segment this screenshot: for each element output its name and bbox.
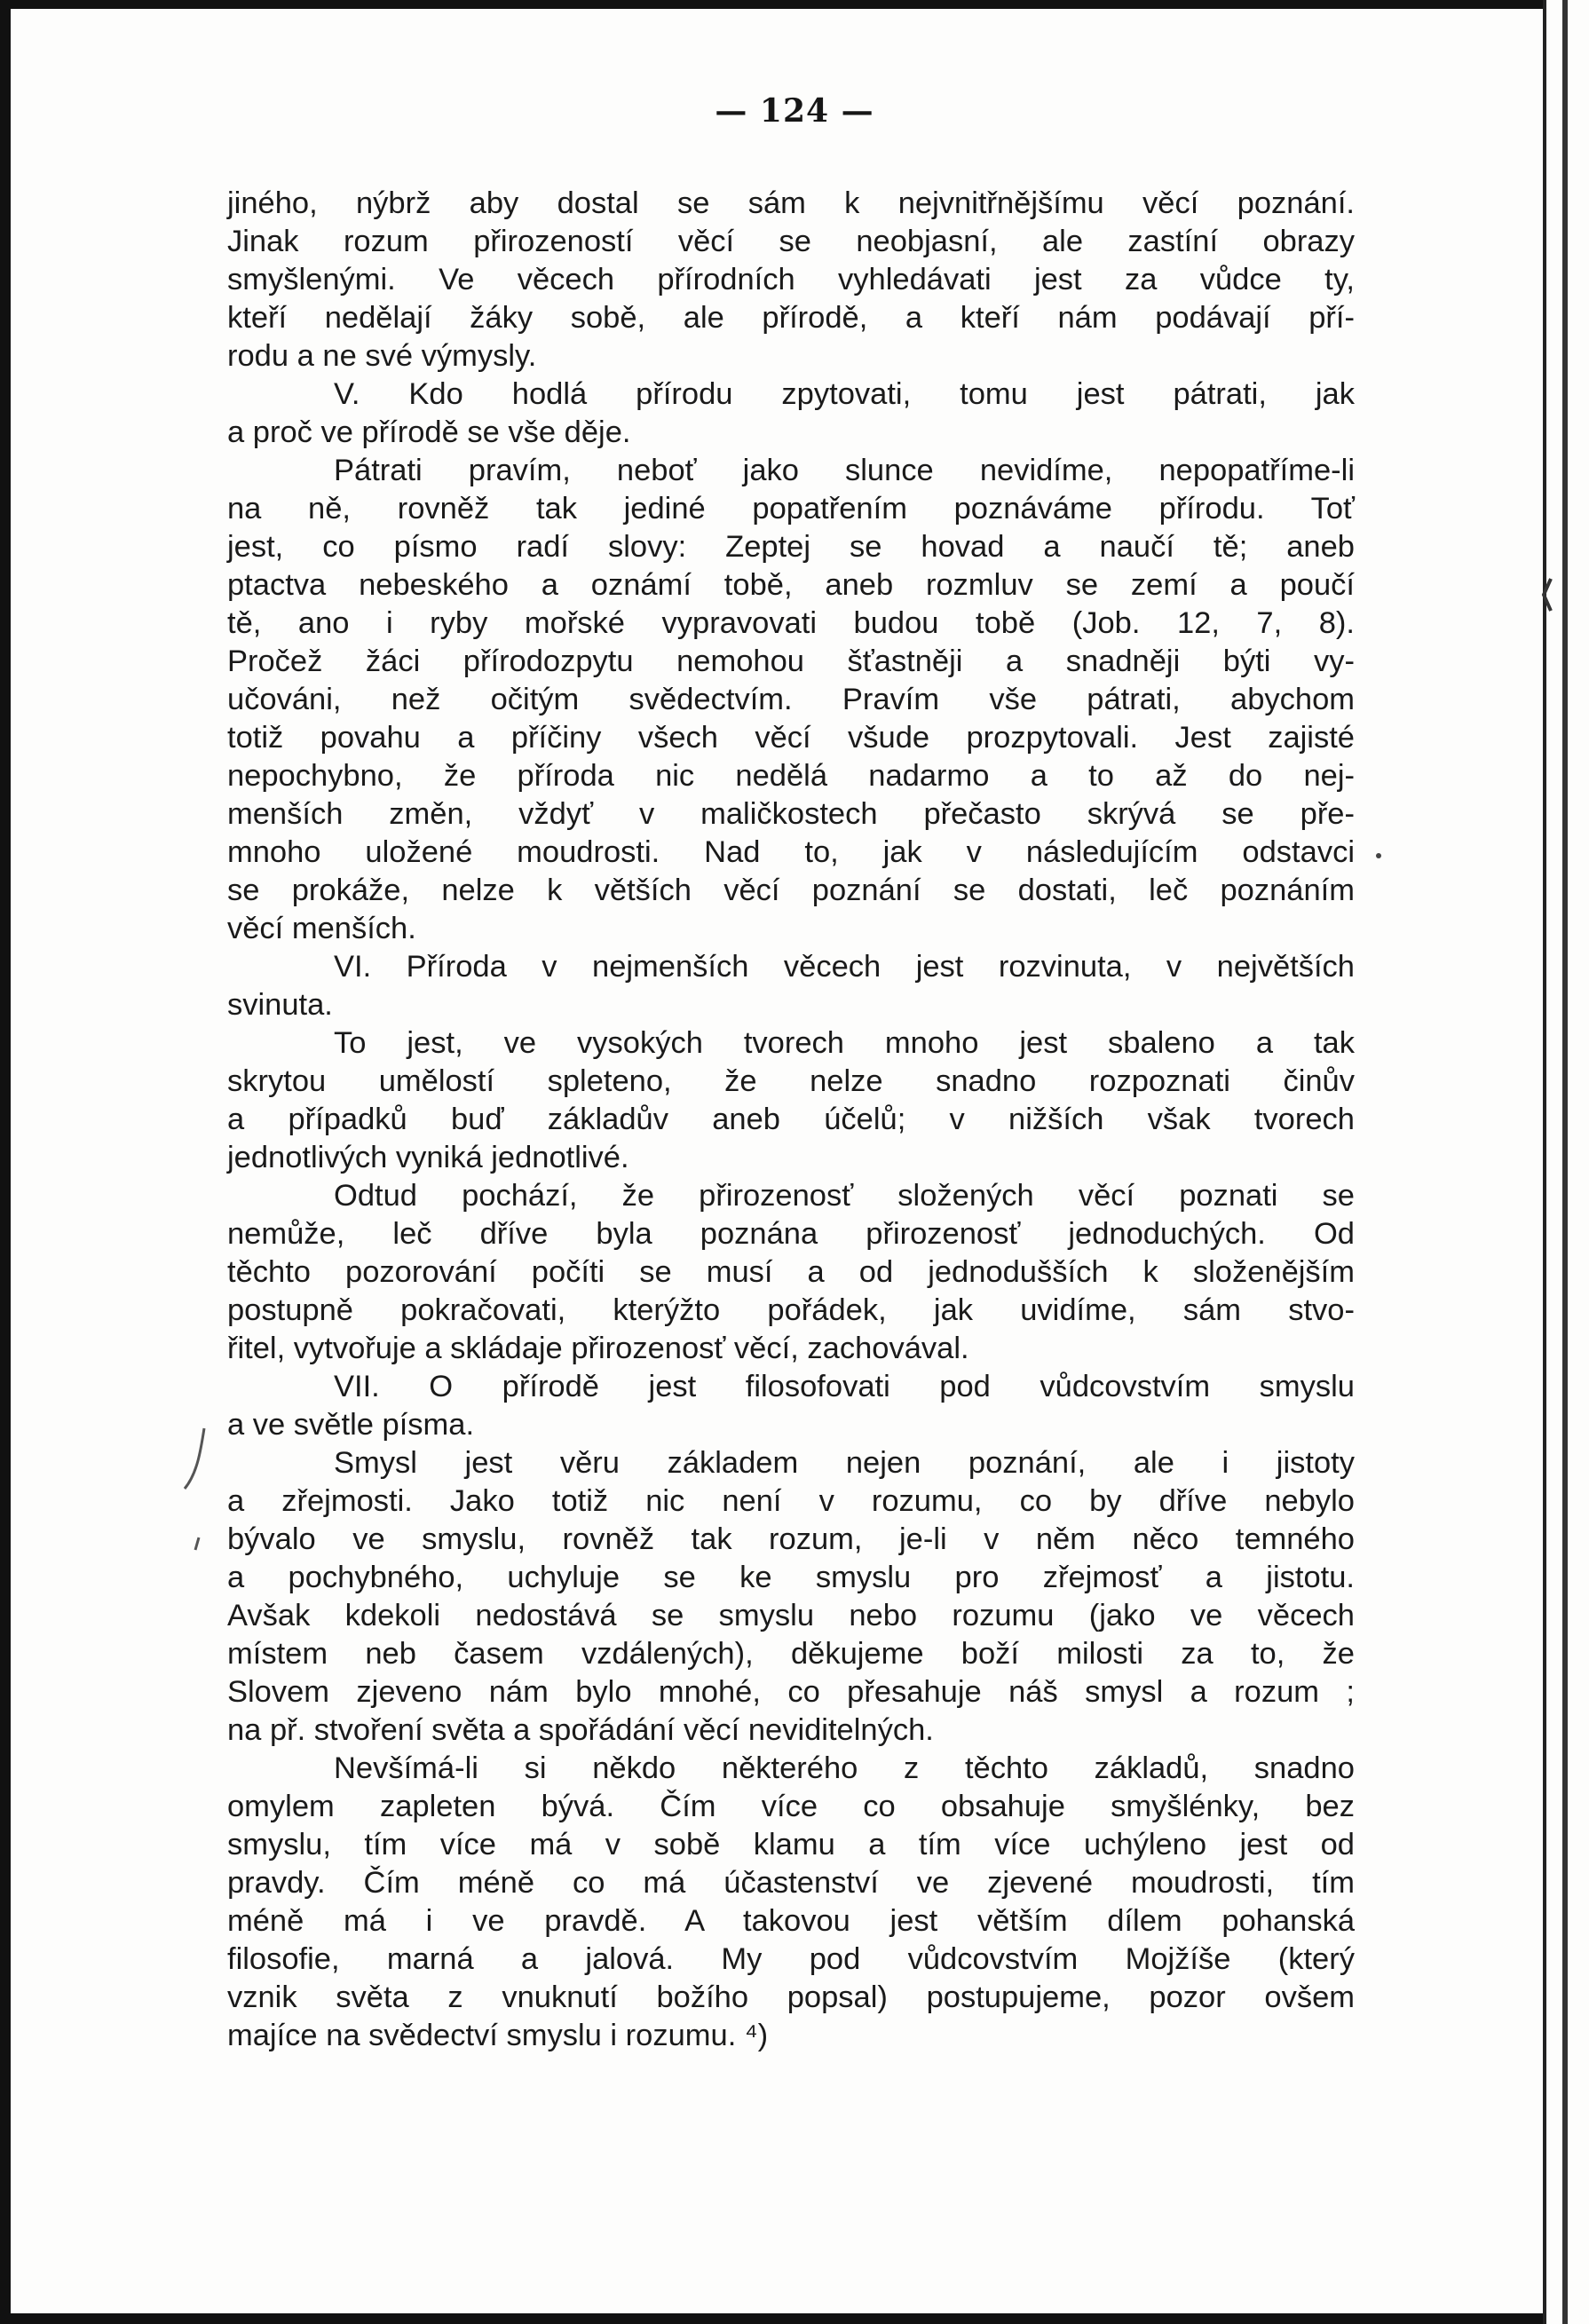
margin-star-mark xyxy=(1371,848,1387,864)
scan-border-top xyxy=(0,0,1589,9)
text-line: Avšak kdekoli nedostává se smyslu nebo rozumu (jako ve věcech xyxy=(227,1599,1355,1632)
text-line: bývalo ve smyslu, rovněž tak rozum, je-li v něm něco temného xyxy=(227,1522,1355,1556)
text-line: postupně pokračovati, kterýžto pořádek, jak uvidíme, sám stvo- xyxy=(227,1293,1355,1327)
text-line: Slovem zjeveno nám bylo mnohé, co přesahuje náš smysl a rozum ; xyxy=(227,1675,1355,1709)
text-line: skrytou umělostí spleteno, že nelze snadno rozpoznati činův xyxy=(227,1064,1355,1098)
section-heading-vi: VI. Příroda v nejmenších věcech jest rozvinuta, v největších xyxy=(334,950,1355,984)
scan-border-left xyxy=(0,0,11,2324)
margin-bracket-mark xyxy=(1540,577,1554,613)
section-heading-vii: VII. O přírodě jest filosofovati pod vůdcovstvím smyslu xyxy=(334,1370,1355,1403)
margin-pencil-mark xyxy=(178,1425,213,1496)
text-line: pravdy. Čím méně co má účastenství ve zjevené moudrosti, tím xyxy=(227,1866,1355,1900)
text-line: řitel, vytvořuje a skládaje přirozenosť věcí, zachovával. xyxy=(227,1332,969,1365)
scan-border-bottom xyxy=(0,2313,1589,2324)
text-line: Smysl jest věru základem nejen poznání, ale i jistoty xyxy=(334,1446,1355,1480)
text-line: Odtud pochází, že přirozenosť složených věcí poznati se xyxy=(334,1179,1355,1213)
text-line: kteří nedělají žáky sobě, ale přírodě, a kteří nám podávají pří- xyxy=(227,301,1355,335)
page-binding-edge xyxy=(1543,0,1589,2324)
text-line: Jinak rozum přirozeností věcí se neobjasní, ale zastíní obrazy xyxy=(227,225,1355,258)
text-line: menších změn, vždyť v maličkostech přečasto skrývá se pře- xyxy=(227,797,1355,831)
text-line: jednotlivých vyniká jednotlivé. xyxy=(227,1141,629,1174)
text-line: omylem zapleten bývá. Čím více co obsahuje smyšlénky, bez xyxy=(227,1790,1355,1823)
text-line: na ně, rovněž tak jediné popatřením poznáváme přírodu. Toť xyxy=(227,492,1355,526)
text-line: smyslu, tím více má v sobě klamu a tím více uchýleno jest od xyxy=(227,1828,1355,1862)
text-line: tě, ano i ryby mořské vypravovati budou tobě (Job. 12, 7, 8). xyxy=(227,606,1355,640)
text-line: a pochybného, uchyluje se ke smyslu pro zřejmosť a jistotu. xyxy=(227,1561,1355,1594)
text-line: se prokáže, nelze k větších věcí poznání se dostati, leč poznáním xyxy=(227,873,1355,907)
text-line: Pátrati pravím, neboť jako slunce nevidíme, nepopatříme-li xyxy=(334,454,1355,487)
text-line: na př. stvoření světa a spořádání věcí neviditelných. xyxy=(227,1713,934,1747)
text-line: vznik světa z vnuknutí božího popsal) postupujeme, pozor ovšem xyxy=(227,1980,1355,2014)
page-number: — 124 — xyxy=(715,92,874,130)
text-line: učováni, než očitým svědectvím. Pravím vše pátrati, abychom xyxy=(227,683,1355,716)
text-line: nepochybno, že příroda nic nedělá nadarmo a to až do nej- xyxy=(227,759,1355,793)
text-line: Pročež žáci přírodozpytu nemohou šťastněji a snadněji býti vy- xyxy=(227,644,1355,678)
section-heading-v: V. Kdo hodlá přírodu zpytovati, tomu jest pátrati, jak xyxy=(334,377,1355,411)
text-line: a zřejmosti. Jako totiž nic není v rozumu, co by dříve nebylo xyxy=(227,1484,1355,1518)
text-line: a proč ve přírodě se vše děje. xyxy=(227,415,631,449)
text-line: To jest, ve vysokých tvorech mnoho jest sbaleno a tak xyxy=(334,1026,1355,1060)
text-line: smyšlenými. Ve věcech přírodních vyhledávati jest za vůdce ty, xyxy=(227,263,1355,296)
text-line: těchto pozorování počíti se musí a od jednodušších k složenějším xyxy=(227,1255,1355,1289)
text-line: jiného, nýbrž aby dostal se sám k nejvnitřnějšímu věcí poznání. xyxy=(227,186,1355,220)
text-line: mnoho uložené moudrosti. Nad to, jak v následujícím odstavci xyxy=(227,835,1355,869)
text-line: a ve světle písma. xyxy=(227,1408,475,1442)
text-line: Nevšímá-li si někdo některého z těchto základů, snadno xyxy=(334,1751,1355,1785)
page-body-text xyxy=(227,185,1355,2055)
text-line: filosofie, marná a jalová. My pod vůdcovstvím Mojžíše (který xyxy=(227,1942,1355,1976)
margin-dot-mark xyxy=(190,1536,204,1553)
text-line: jest, co písmo radí slovy: Zeptej se hovad a naučí tě; aneb xyxy=(227,530,1355,564)
text-line: místem neb časem vzdálených), děkujeme boží milosti za to, že xyxy=(227,1637,1355,1671)
text-line: majíce na svědectví smyslu i rozumu. ⁴) xyxy=(227,2019,769,2052)
text-line: rodu a ne své výmysly. xyxy=(227,339,537,373)
text-line: totiž povahu a příčiny všech věcí všude prozpytovali. Jest zajisté xyxy=(227,721,1355,755)
text-line: a případků buď základův aneb účelů; v nižších však tvorech xyxy=(227,1103,1355,1136)
text-line: věcí menších. xyxy=(227,912,416,945)
text-line: méně má i ve pravdě. A takovou jest větším dílem pohanská xyxy=(227,1904,1355,1938)
text-line: ptactva nebeského a oznámí tobě, aneb rozmluv se zemí a poučí xyxy=(227,568,1355,602)
text-line: svinuta. xyxy=(227,988,333,1022)
text-line: nemůže, leč dříve byla poznána přirozenosť jednoduchých. Od xyxy=(227,1217,1355,1251)
